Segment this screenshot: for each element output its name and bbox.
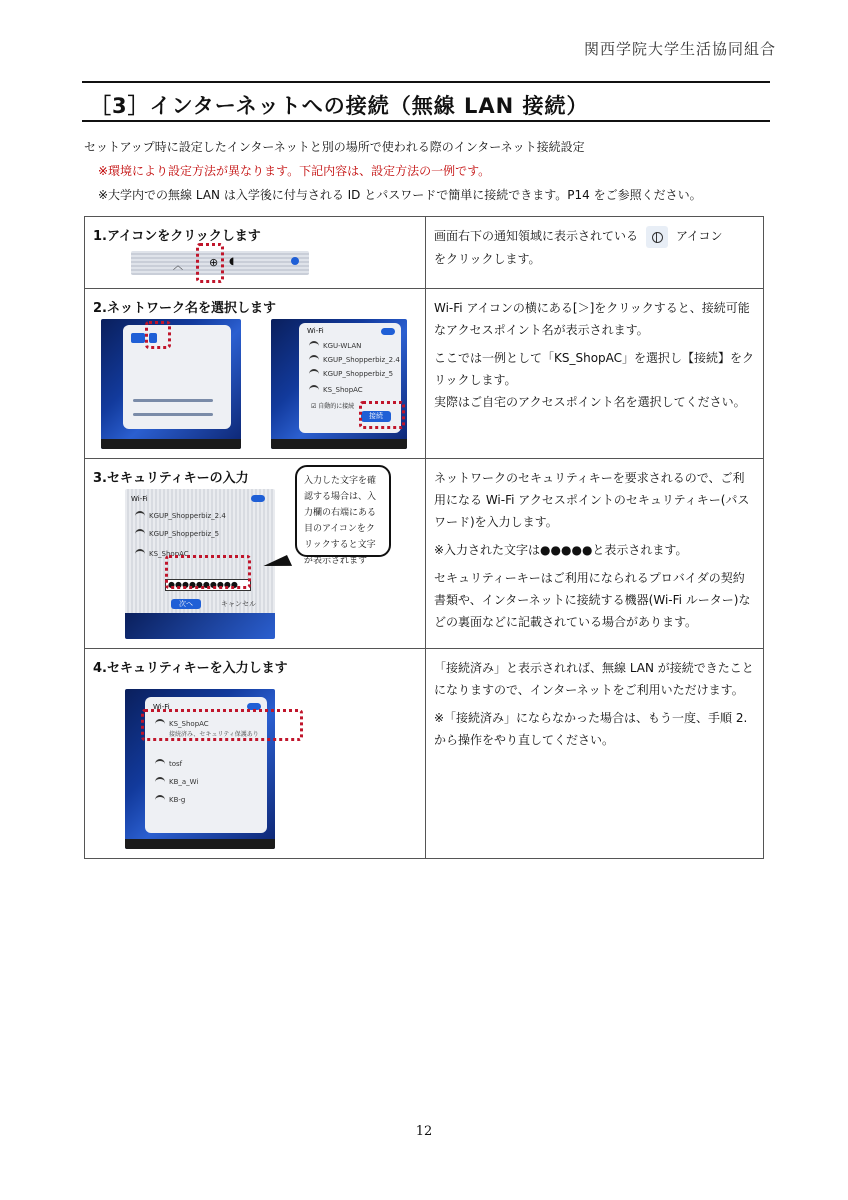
- network-item: [155, 759, 182, 768]
- callout-bubble: 入力した文字を確認する場合は、入力欄の右端にある目のアイコンをクリックすると文字が表示されます: [295, 465, 391, 557]
- step-row-2: [85, 289, 764, 459]
- step-1-desc-line2: をクリックします。: [434, 251, 541, 266]
- taskbar: [101, 439, 241, 449]
- wifi-signal-icon: [135, 549, 145, 558]
- network-item: [309, 385, 363, 394]
- network-name: tosf: [169, 759, 183, 768]
- network-name: KS_ShopAC: [323, 385, 363, 394]
- network-name: KS_ShopAC: [169, 719, 209, 728]
- network-name: KGUP_Shopperbiz_2.4: [323, 355, 400, 364]
- brightness-slider: [133, 399, 213, 402]
- wifi-signal-icon: [155, 777, 165, 786]
- step-1-desc-text: 画面右下の通知領域に表示されている: [434, 229, 639, 243]
- page-number: 12: [415, 1124, 433, 1139]
- network-item: [155, 795, 185, 804]
- step-2-desc: [426, 289, 764, 459]
- wifi-signal-icon: [309, 369, 319, 378]
- network-item: [135, 529, 219, 538]
- network-name: KB-g: [169, 795, 186, 804]
- step-4-desc-line: ※「接続済み」にならなかった場合は、もう一度、手順 2. から操作をやり直してください。: [434, 711, 748, 747]
- wifi-signal-icon: [135, 529, 145, 538]
- step-3-desc-line: ネットワークのセキュリティキーを要求されるので、ご利用になる Wi-Fi アクセスポイントのセキュリティキー(パスワード)を入力します。: [434, 471, 750, 529]
- taskbar: [271, 439, 407, 449]
- step-2-desc-line: Wi-Fi アイコンの横にある[＞]をクリックすると、接続可能なアクセスポイント名が表示されます。: [434, 301, 750, 337]
- step-3-left: [85, 459, 426, 649]
- wifi-signal-icon: [309, 385, 319, 394]
- wallpaper: [125, 613, 275, 639]
- step-2-quick-settings-screenshot: [101, 319, 241, 449]
- security-key-input: ●●●●●●●●●●: [165, 579, 251, 591]
- network-name: KGUP_Shopperbiz_5: [149, 529, 220, 538]
- wifi-signal-icon: [155, 759, 165, 768]
- speaker-icon: ◖: [229, 256, 235, 267]
- network-item: [135, 511, 226, 520]
- connection-status: 接続済み、セキュリティ保護あり: [169, 731, 259, 738]
- network-name: KGUP_Shopperbiz_2.4: [149, 511, 226, 520]
- chevron-up-icon: ︿: [173, 261, 183, 272]
- step-4-left: [85, 649, 426, 859]
- globe-icon: [646, 226, 668, 248]
- wifi-panel-title: Wi-Fi: [307, 327, 324, 335]
- notification-badge: [291, 257, 299, 265]
- step-4-title: 4.セキュリティキーを入力します: [93, 661, 288, 676]
- step-3-highlight-input: [165, 555, 251, 589]
- step-3-desc-line: セキュリティーキーはご利用になられるプロバイダの契約書類や、インターネットに接続する機器(Wi-Fi ルーター)などの裏面などに記載されている場合があります。: [434, 571, 751, 629]
- auto-connect-checkbox: ☑ 自動的に接続: [311, 403, 355, 410]
- quick-settings-panel: [123, 325, 231, 429]
- wifi-signal-icon: [309, 355, 319, 364]
- step-4-desc-line: 「接続済み」と表示されれば、無線 LAN が接続できたことになりますので、インターネットをご利用いただけます。: [434, 661, 754, 697]
- network-name: KB_a_Wi: [169, 777, 199, 786]
- cancel-button: キャンセル: [221, 600, 256, 608]
- network-item: [309, 369, 393, 378]
- step-1-desc-icon-label: アイコン: [676, 229, 723, 243]
- organization-name: 関西学院大学生活協同組合: [583, 40, 776, 58]
- step-2-left: [85, 289, 426, 459]
- step-row-3: [85, 459, 764, 649]
- steps-table: [84, 216, 764, 859]
- wifi-signal-icon: [155, 795, 165, 804]
- next-button: 次へ: [171, 599, 201, 609]
- step-row-1: [85, 217, 764, 289]
- network-item: [309, 355, 400, 364]
- step-3-desc-line: ※入力された文字は●●●●●と表示されます。: [434, 543, 688, 557]
- step-2-desc-line: 実際はご自宅のアクセスポイント名を選択してください。: [434, 395, 746, 409]
- wifi-toggle-button: [131, 333, 145, 343]
- intro-lead: セットアップ時に設定したインターネットと別の場所で使われる際のインターネット接続設定: [84, 140, 585, 154]
- step-1-title: 1.アイコンをクリックします: [93, 229, 261, 244]
- network-item: [155, 777, 198, 786]
- network-name: KGU-WLAN: [323, 341, 362, 350]
- network-name: KGUP_Shopperbiz_5: [323, 369, 394, 378]
- wifi-toggle: [381, 328, 395, 335]
- step-4-highlight-connected: [141, 709, 303, 741]
- globe-icon: ⊕: [209, 256, 219, 269]
- step-2-title: 2.ネットワーク名を選択します: [93, 301, 276, 316]
- step-2-wifi-list-screenshot: [271, 319, 407, 449]
- wifi-signal-icon: [309, 341, 319, 350]
- step-2-highlight-connect: [359, 401, 405, 429]
- title-rule-top: [82, 81, 770, 83]
- step-1-highlight: [196, 243, 224, 283]
- step-2-highlight-expand: [145, 321, 171, 349]
- step-1-left: [85, 217, 426, 289]
- network-item: [309, 341, 361, 350]
- intro-note: ※大学内での無線 LAN は入学後に付与される ID とパスワードで簡単に接続できます。P14 をご参照ください。: [98, 188, 702, 202]
- auto-connect-label: 自動的に接続: [318, 403, 355, 410]
- step-row-4: [85, 649, 764, 859]
- taskbar: [125, 839, 275, 849]
- step-3-title: 3.セキュリティキーの入力: [93, 471, 249, 486]
- wifi-signal-icon: [135, 511, 145, 520]
- step-2-desc-line: ここでは一例として「KS_ShopAC」を選択し【接続】をクリックします。: [434, 351, 755, 387]
- volume-slider: [133, 413, 213, 416]
- wifi-toggle: [251, 495, 265, 502]
- title-rule-bottom: [82, 120, 770, 122]
- step-4-desc: [426, 649, 764, 859]
- step-1-desc: [426, 217, 764, 289]
- wifi-panel-title: Wi-Fi: [131, 495, 148, 503]
- step-3-desc: [426, 459, 764, 649]
- network-name: KS_ShopAC: [149, 549, 189, 558]
- intro-warning: ※環境により設定方法が異なります。下記内容は、設定方法の一例です。: [98, 164, 491, 178]
- wifi-panel-title: Wi-Fi: [153, 703, 170, 711]
- page-title: ［3］インターネットへの接続（無線 LAN 接続）: [90, 94, 589, 118]
- connect-button: 接続: [361, 411, 391, 422]
